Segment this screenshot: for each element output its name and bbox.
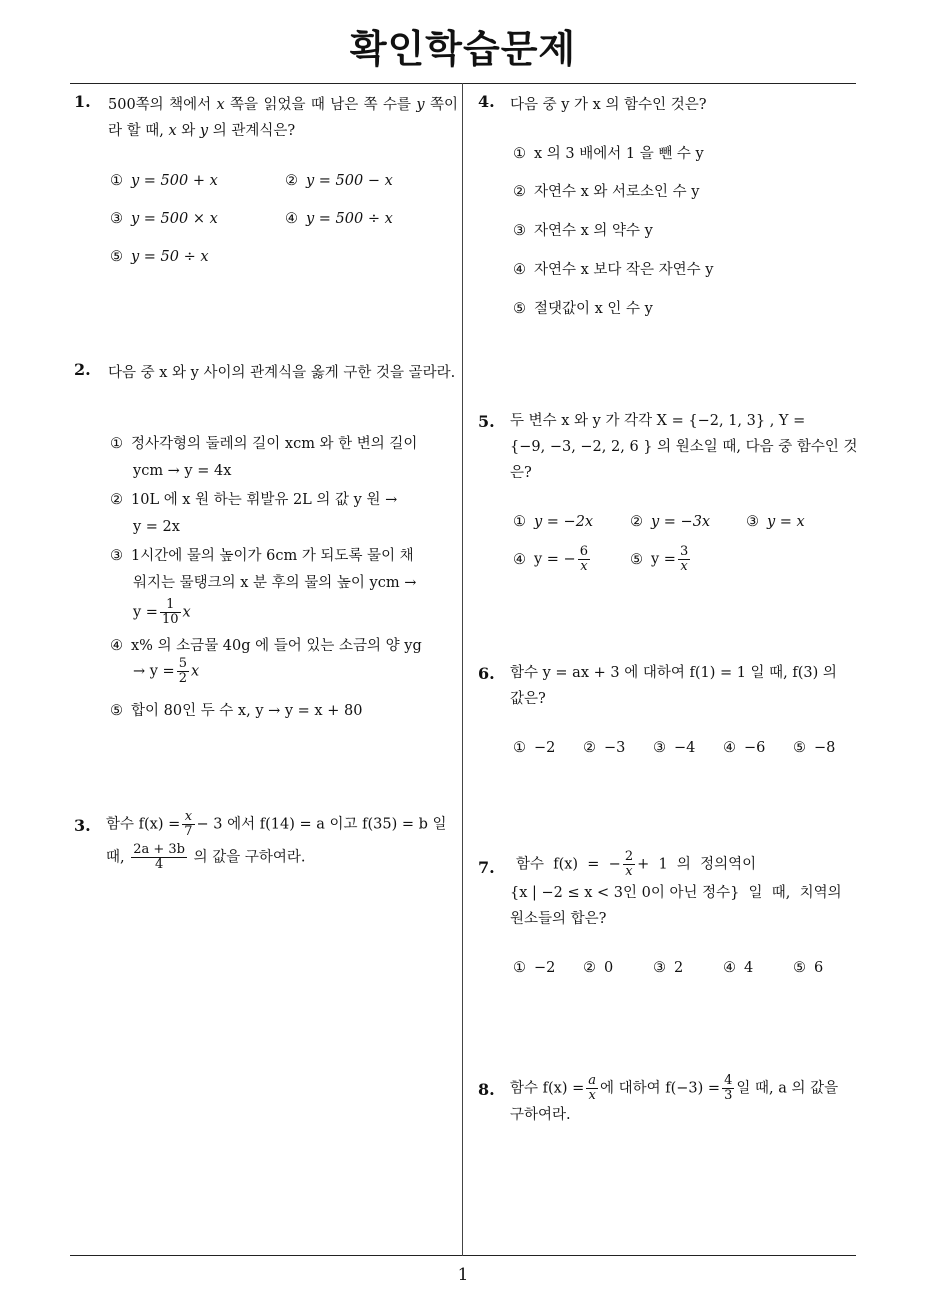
- question-number: 7.: [478, 858, 495, 877]
- fraction: $\frac{a}{x}$: [588, 1073, 597, 1103]
- bottom-rule: [70, 1255, 856, 1256]
- choice-3[interactable]: ③ 1시간에 물의 높이가 6cm 가 되도록 물이 채: [110, 548, 414, 564]
- fraction: $\frac{3}{x}$: [679, 544, 689, 574]
- question-number: 1.: [74, 92, 91, 111]
- choice-3[interactable]: ③ 2: [653, 960, 684, 976]
- fraction: $\frac{6}{x}$: [579, 544, 588, 574]
- fraction: $\frac{4}{3}$: [724, 1073, 733, 1103]
- choice-2[interactable]: ② y = 500 − x: [285, 173, 393, 189]
- question-text: 다음 중 x 와 y 사이의 관계식을 옳게 구한 것을 골라라.: [108, 365, 456, 381]
- question-text: 500쪽의 책에서 x 쪽을 읽었을 때 남은 쪽 수를 y 쪽이라 할 때, x 와 y 의 관계식은?: [108, 97, 459, 139]
- choice-3[interactable]: ③ y = x: [746, 514, 805, 530]
- choice-4[interactable]: ④ y = − $\frac{6}{x}$: [513, 544, 588, 574]
- page-number: 1: [457, 1265, 469, 1285]
- choice-4[interactable]: ④ x% 의 소금물 40g 에 들어 있는 소금의 양 yg: [110, 638, 422, 654]
- choice-4[interactable]: ④ −6: [723, 740, 766, 756]
- choice-1[interactable]: ① x 의 3 배에서 1 을 뺀 수 y: [513, 146, 704, 162]
- choice-5[interactable]: ⑤ y = $\frac{3}{x}$: [630, 544, 689, 574]
- choice-4[interactable]: ④ 자연수 x 보다 작은 자연수 y: [513, 262, 714, 278]
- choice-3[interactable]: ③ −4: [653, 740, 696, 756]
- question-6-line-2: 값은?: [510, 691, 546, 707]
- choice-4-formula: → y = $\frac{5}{2}$ x: [133, 656, 200, 686]
- choice-4[interactable]: ④ 4: [723, 960, 754, 976]
- choice-3-formula: y = $\frac{1}{10}$ x: [133, 597, 191, 627]
- question-number: 4.: [478, 92, 495, 111]
- choice-2[interactable]: ② 10L 에 x 원 하는 휘발유 2L 의 값 y 원 →: [110, 492, 398, 508]
- top-rule: [70, 83, 856, 84]
- question-7-line-1: 함수 f(x) = − $\frac{2}{x}$ + 1 의 정의역이: [516, 849, 757, 879]
- choice-5[interactable]: ⑤ −8: [793, 740, 836, 756]
- choice-2-cont: y = 2x: [133, 519, 180, 535]
- choice-1[interactable]: ① y = 500 + x: [110, 173, 218, 189]
- fraction: $\frac{5}{2}$: [178, 656, 187, 686]
- question-number: 5.: [478, 412, 495, 431]
- choice-1[interactable]: ① −2: [513, 960, 556, 976]
- fraction: $\frac{2}{x}$: [624, 849, 634, 879]
- choice-1[interactable]: ① −2: [513, 740, 556, 756]
- question-number: 6.: [478, 664, 495, 683]
- page-title: 확인학습문제: [349, 27, 577, 71]
- question-text: 다음 중 y 가 x 의 함수인 것은?: [510, 97, 707, 113]
- choice-5[interactable]: ⑤ y = 50 ÷ x: [110, 249, 209, 265]
- question-3-line-2: 때, $\frac{2a + 3b}{4}$ 의 값을 구하여라.: [106, 842, 306, 872]
- question-8-line-1: 함수 f(x) = $\frac{a}{x}$ 에 대하여 f(−3) = $\frac{4}{3}$ 일 때, a 의 값을: [510, 1073, 839, 1103]
- column-divider: [462, 83, 463, 1256]
- question-number: 8.: [478, 1080, 495, 1099]
- question-3-line-1: 함수 f(x) = $\frac{x}{7}$ − 3 에서 f(14) = a 이고 f(35) = b 일: [106, 809, 447, 839]
- choice-5[interactable]: ⑤ 절댓값이 x 인 수 y: [513, 301, 653, 317]
- choice-2[interactable]: ② −3: [583, 740, 626, 756]
- choice-5[interactable]: ⑤ 6: [793, 960, 824, 976]
- choice-5[interactable]: ⑤ 합이 80인 두 수 x, y → y = x + 80: [110, 703, 363, 719]
- question-5-line-1: 두 변수 x 와 y 가 각각 X = {−2, 1, 3} , Y =: [510, 413, 806, 429]
- fraction: $\frac{2a + 3b}{4}$: [133, 842, 186, 872]
- choice-2[interactable]: ② 자연수 x 와 서로소인 수 y: [513, 184, 700, 200]
- choice-2[interactable]: ② 0: [583, 960, 614, 976]
- question-5-line-3: 은?: [510, 465, 532, 481]
- question-number: 3.: [74, 816, 91, 835]
- question-6-line-1: 함수 y = ax + 3 에 대하여 f(1) = 1 일 때, f(3) 의: [510, 665, 837, 681]
- choice-3[interactable]: ③ y = 500 × x: [110, 211, 218, 227]
- question-number: 2.: [74, 360, 91, 379]
- fraction: $\frac{x}{7}$: [184, 809, 193, 839]
- choice-1-cont: ycm → y = 4x: [133, 463, 232, 479]
- choice-3-cont: 워지는 물탱크의 x 분 후의 물의 높이 ycm →: [133, 575, 417, 591]
- choice-2[interactable]: ② y = −3x: [630, 514, 711, 530]
- question-7-line-3: 원소들의 합은?: [510, 911, 607, 927]
- choice-4[interactable]: ④ y = 500 ÷ x: [285, 211, 393, 227]
- question-7-line-2: {x | −2 ≤ x < 3인 0이 아닌 정수} 일 때, 치역의: [510, 885, 842, 901]
- choice-1[interactable]: ① y = −2x: [513, 514, 594, 530]
- question-5-line-2: {−9, −3, −2, 2, 6 } 의 원소일 때, 다음 중 함수인 것: [510, 439, 858, 455]
- fraction: $\frac{1}{10}$: [161, 597, 179, 627]
- question-8-line-2: 구하여라.: [510, 1107, 571, 1123]
- choice-3[interactable]: ③ 자연수 x 의 약수 y: [513, 223, 653, 239]
- choice-1[interactable]: ① 정사각형의 둘레의 길이 xcm 와 한 변의 길이: [110, 436, 418, 452]
